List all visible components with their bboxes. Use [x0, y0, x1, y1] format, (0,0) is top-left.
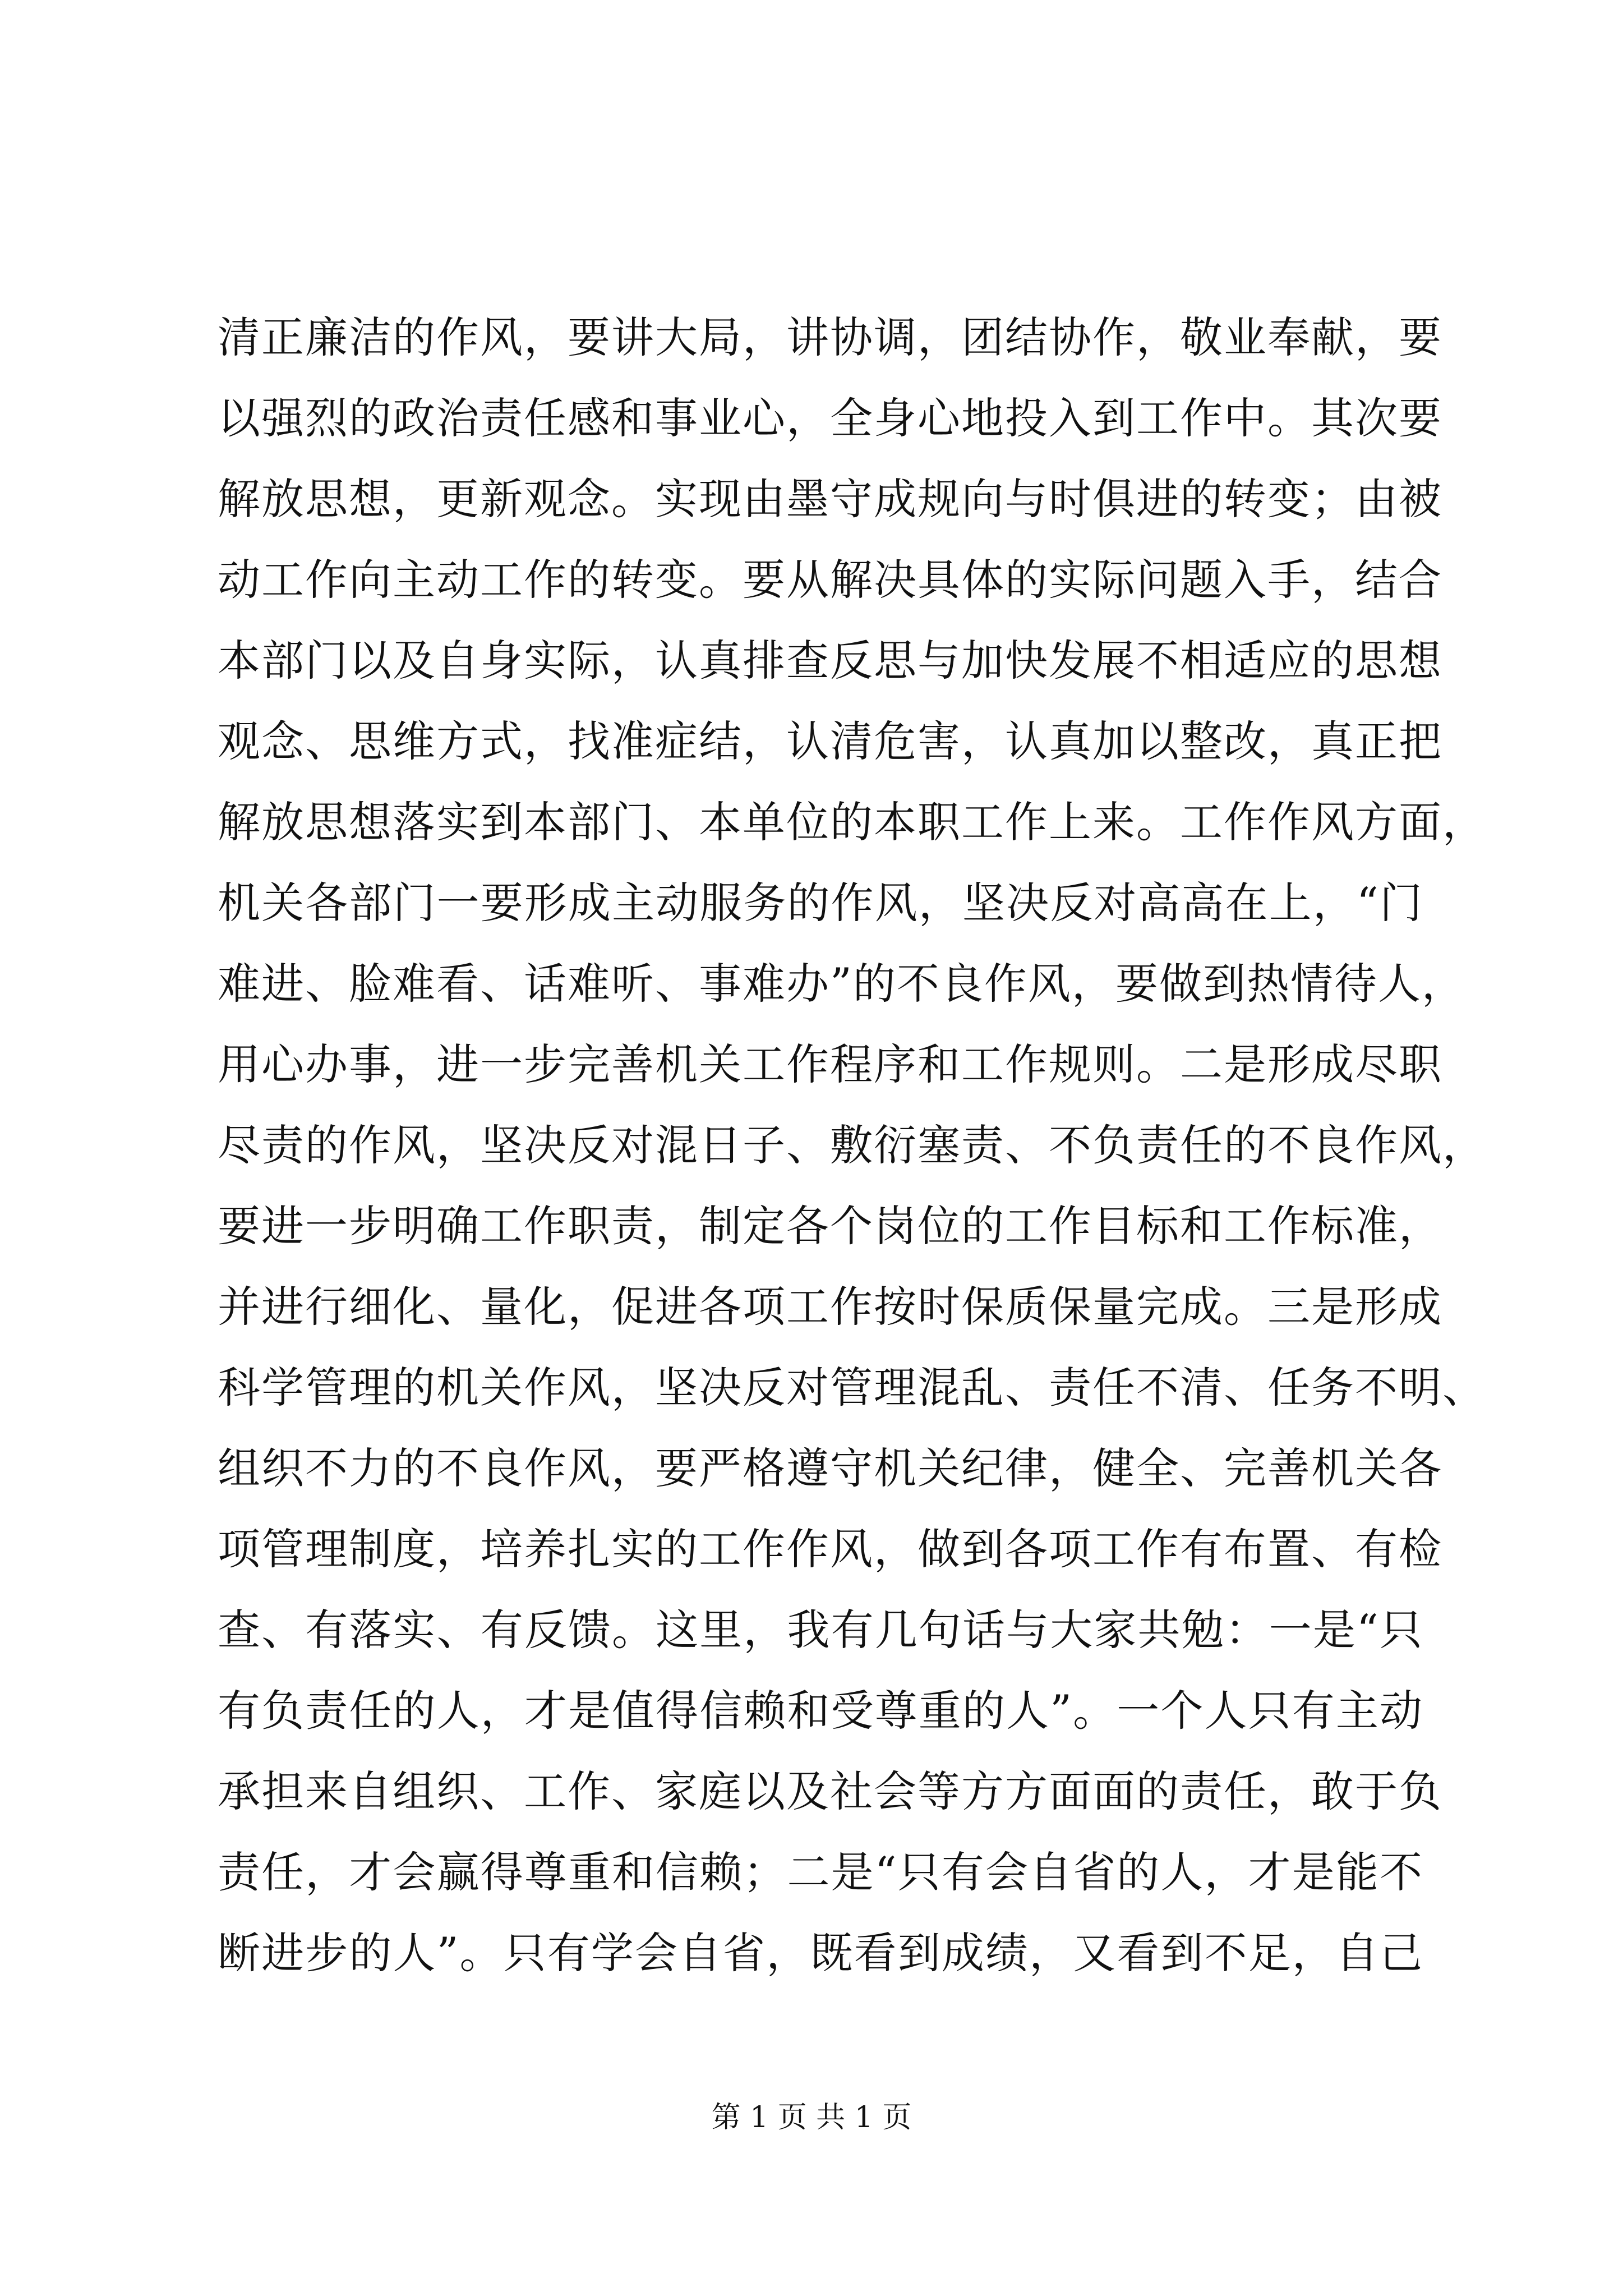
text-line: 断进步的人”。只有学会自省，既看到成绩，又看到不足，自己 — [218, 1928, 1423, 1978]
page-footer — [0, 2095, 1623, 2140]
text-line: 机关各部门一要形成主动服务的作风，坚决反对高高在上，“门 — [218, 878, 1423, 928]
text-line: 本部门以及自身实际，认真排查反思与加快发展不相适应的思想 — [218, 636, 1442, 685]
text-line: 难进、脸难看、话难听、事难办”的不良作风，要做到热情待人， — [218, 959, 1465, 1009]
text-line: 并进行细化、量化，促进各项工作按时保质保量完成。三是形成 — [218, 1282, 1442, 1332]
text-line: 用心办事，进一步完善机关工作程序和工作规则。二是形成尽职 — [218, 1039, 1442, 1089]
text-line: 清正廉洁的作风，要讲大局，讲协调，团结协作，敬业奉献，要 — [218, 312, 1442, 362]
text-line: 要进一步明确工作职责，制定各个岗位的工作目标和工作标准， — [218, 1201, 1442, 1251]
body-text — [218, 297, 1486, 1994]
text-line: 观念、思维方式，找准症结，认清危害，认真加以整改，真正把 — [218, 716, 1442, 766]
text-line: 责任，才会赢得尊重和信赖；二是“只有会自省的人，才是能不 — [218, 1847, 1423, 1897]
text-line: 有负责任的人，才是值得信赖和受尊重的人”。一个人只有主动 — [218, 1686, 1423, 1736]
text-line: 承担来自组织、工作、家庭以及社会等方方面面的责任，敢于负 — [218, 1766, 1442, 1816]
text-line: 查、有落实、有反馈。这里，我有几句话与大家共勉：一是“只 — [218, 1605, 1423, 1655]
text-line: 科学管理的机关作风，坚决反对管理混乱、责任不清、任务不明、 — [218, 1363, 1486, 1412]
text-line: 解放思想，更新观念。实现由墨守成规向与时俱进的转变；由被 — [218, 474, 1442, 524]
text-line: 尽责的作风，坚决反对混日子、敷衍塞责、不负责任的不良作风， — [218, 1120, 1486, 1170]
text-line: 组织不力的不良作风，要严格遵守机关纪律，健全、完善机关各 — [218, 1443, 1442, 1493]
page-number-label: 第 1 页 共 1 页 — [711, 2101, 912, 2134]
text-line: 项管理制度，培养扎实的工作作风，做到各项工作有布置、有检 — [218, 1524, 1442, 1574]
text-line: 解放思想落实到本部门、本单位的本职工作上来。工作作风方面， — [218, 797, 1486, 847]
text-line: 动工作向主动工作的转变。要从解决具体的实际问题入手，结合 — [218, 555, 1442, 605]
text-line: 以强烈的政治责任感和事业心，全身心地投入到工作中。其次要 — [218, 393, 1442, 443]
